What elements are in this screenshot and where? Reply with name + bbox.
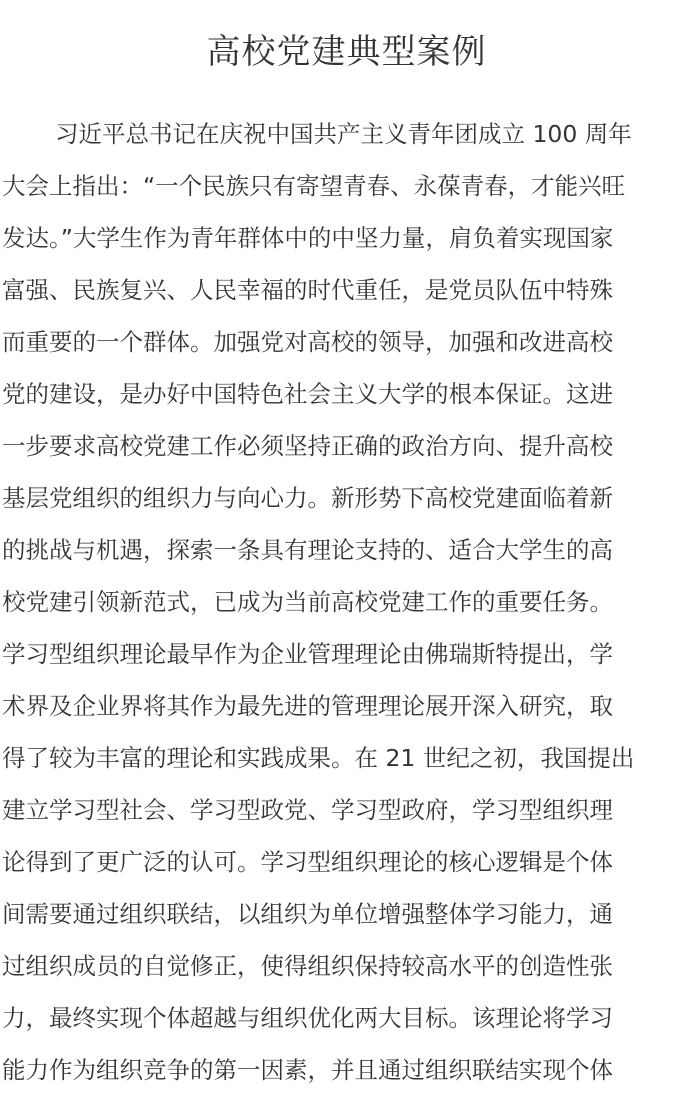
text-line: 发达。”大学生作为青年群体中的中坚力量，肩负着实现国家	[2, 224, 614, 252]
page-title: 高校党建典型案例	[206, 32, 487, 72]
text-line: 基层党组织的组织力与向心力。新形势下高校党建面临着新	[2, 484, 613, 512]
text-line: 富强、民族复兴、人民幸福的时代重任，是党员队伍中特殊	[2, 276, 613, 304]
text-line: 一步要求高校党建工作必须坚持正确的政治方向、提升高校	[2, 432, 613, 460]
text-line: 学习型组织理论最早作为企业管理理论由佛瑞斯特提出，学	[2, 640, 613, 668]
text-line: 术界及企业界将其作为最先进的管理理论展开深入研究，取	[2, 692, 613, 720]
text-line: 习近平总书记在庆祝中国共产主义青年团成立 100 周年	[55, 120, 632, 148]
text-line: 校党建引领新范式，已成为当前高校党建工作的重要任务。	[2, 588, 613, 616]
text-line: 党的建设，是办好中国特色社会主义大学的根本保证。这进	[2, 380, 613, 408]
text-line: 能力作为组织竞争的第一因素，并且通过组织联结实现个体	[2, 1056, 613, 1084]
text-line: 过组织成员的自觉修正，使得组织保持较高水平的创造性张	[2, 952, 613, 980]
text-line: 间需要通过组织联结，以组织为单位增强整体学习能力，通	[2, 900, 613, 928]
text-line: 论得到了更广泛的认可。学习型组织理论的核心逻辑是个体	[2, 848, 613, 876]
text-line: 建立学习型社会、学习型政党、学习型政府，学习型组织理	[2, 796, 613, 824]
body-paragraph	[2, 108, 690, 1096]
text-line: 得了较为丰富的理论和实践成果。在 21 世纪之初，我国提出	[2, 744, 635, 772]
text-line: 大会上指出：“一个民族只有寄望青春、永葆青春，才能兴旺	[2, 172, 626, 200]
text-line: 的挑战与机遇，探索一条具有理论支持的、适合大学生的高	[2, 536, 613, 564]
text-line: 而重要的一个群体。加强党对高校的领导，加强和改进高校	[2, 328, 613, 356]
text-line: 力，最终实现个体超越与组织优化两大目标。该理论将学习	[2, 1004, 613, 1032]
